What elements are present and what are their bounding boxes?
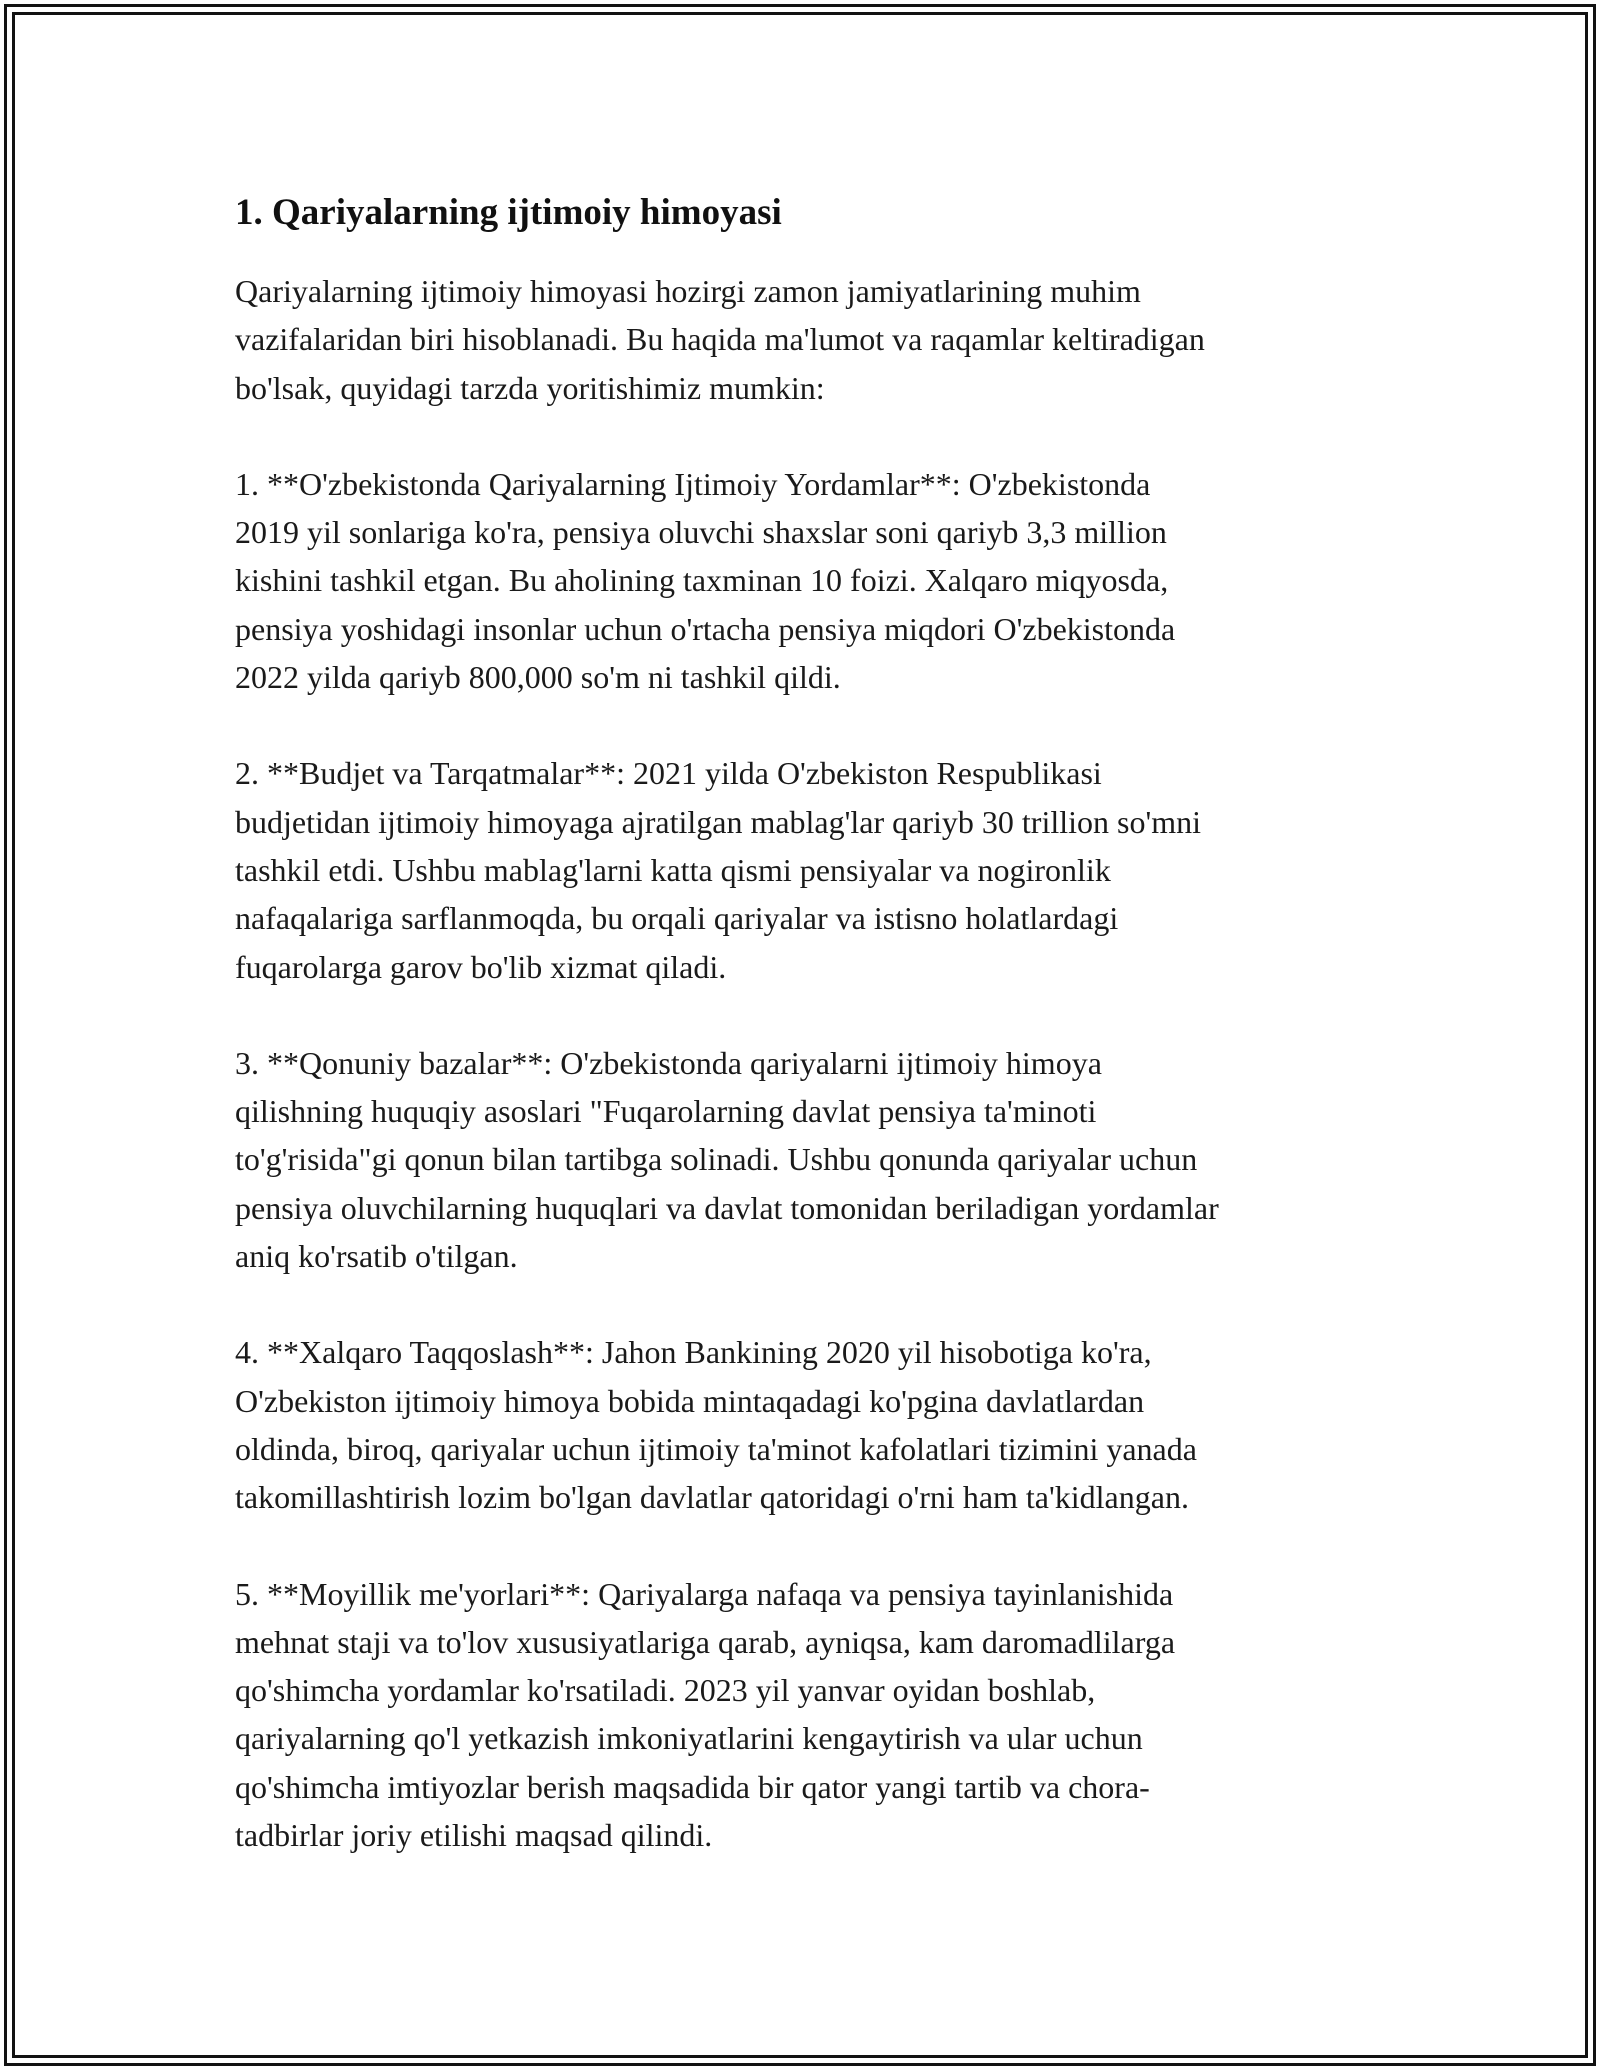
paragraph-international-comparison: 4. **Xalqaro Taqqoslash**: Jahon Bankining 2020 yil hisobotiga ko'ra, O'zbekiston ijtimoiy himoya bobida mintaqadagi ko'pgina davlatlardan oldinda, biroq, qariyalar uchun ijtimoiy ta'minot kafolatlari tizimini yanada takomillashtirish lozim bo'lgan davlatlar qatoridagi o'rni ham ta'kidlangan. [235,1334,1197,1516]
document-body [235,185,1385,1907]
document-title: 1. Qariyalarning ijtimoiy himoyasi [235,192,782,233]
paragraph-budget: 2. **Budjet va Tarqatmalar**: 2021 yilda O'zbekiston Respublikasi budjetidan ijtimoiy himoyaga ajratilgan mablag'lar qariyb 30 trillion so'mni tashkil etdi. Ushbu mablag'larni katta qismi pensiyalar va nogironlik nafaqalariga sarflanmoqda, bu orqali qariyalar va istisno holatlardagi fuqarolarga garov bo'lib xizmat qiladi. [235,755,1201,985]
paragraph-social-assistance: 1. **O'zbekistonda Qariyalarning Ijtimoiy Yordamlar**: O'zbekistonda 2019 yil sonlariga ko'ra, pensiya oluvchi shaxslar soni qariyb 3,3 million kishini tashkil etgan. Bu aholining taxminan 10 foizi. Xalqaro miqyosda, pensiya yoshidagi insonlar uchun o'rtacha pensiya miqdori O'zbekistonda 2022 yilda qariyb 800,000 so'm ni tashkil qildi. [235,465,1176,696]
paragraph-eligibility-norms: 5. **Moyillik me'yorlari**: Qariyalarga nafaqa va pensiya tayinlanishida mehnat staji va to'lov xususiyatlariga qarab, ayniqsa, kam daromadlilarga qo'shimcha yordamlar ko'rsatiladi. 2023 yil yanvar oyidan boshlab, qariyalarning qo'l yetkazish imkoniyatlarini kengaytirish va ular uchun qo'shimcha imtiyozlar berish maqsadida bir qator yangi tartib va chora- tadbirlar joriy etilishi maqsad qilindi. [235,1575,1176,1854]
intro-paragraph: Qariyalarning ijtimoiy himoyasi hozirgi zamon jamiyatlarining muhim vazifalaridan biri hisoblanadi. Bu haqida ma'lumot va raqamlar keltiradigan bo'lsak, quyidagi tarzda yoritishimiz mumkin: [235,273,1205,406]
paragraph-legal-basis: 3. **Qonuniy bazalar**: O'zbekistonda qariyalarni ijtimoiy himoya qilishning huquqiy asoslari "Fuqarolarning davlat pensiya ta'minoti to'g'risida"gi qonun bilan tartibga solinadi. Ushbu qonunda qariyalar uchun pensiya oluvchilarning huquqlari va davlat tomonidan beriladigan yordamlar aniq ko'rsatib o'tilgan. [235,1044,1219,1275]
